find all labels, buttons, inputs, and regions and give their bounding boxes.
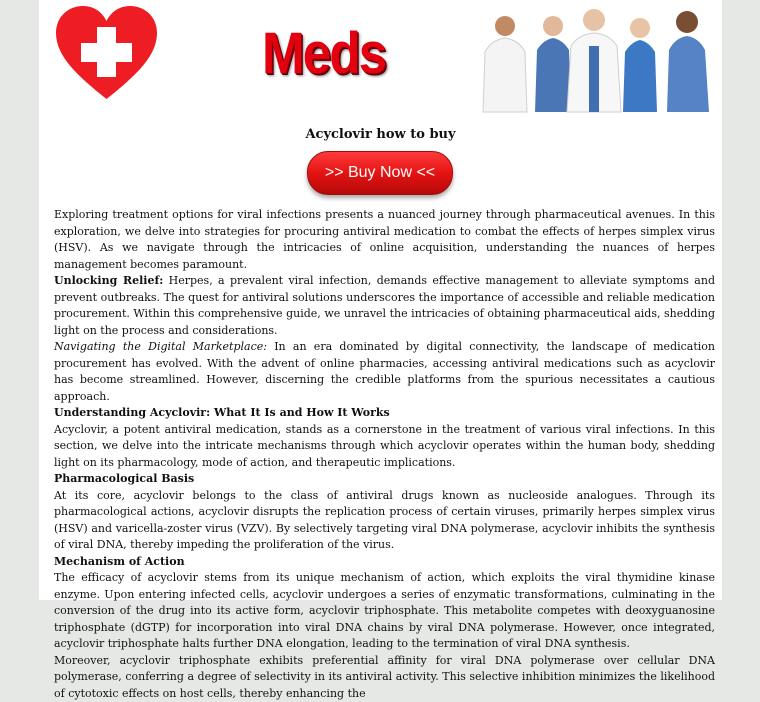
header (39, 0, 722, 118)
red-heart-cross-logo (54, 5, 159, 100)
page-title: Acyclovir how to buy (39, 127, 722, 142)
paragraph-text: In an era dominated by digital connectivity, the landscape of medication procurement has evolved. With the advent of online pharmacies, accessing antiviral medications such as acyclovir has become streamlined. However, discerning the credible platforms from the spurious necessitates a cautious approach. (54, 340, 715, 403)
page-container (39, 0, 722, 600)
paragraph: Exploring treatment options for viral infections presents a nuanced journey through pharmaceutical avenues. In this exploration, we delve into strategies for procuring antiviral medication to combat the effects of herpes simplex virus (HSV). As we navigate through the intricacies of online acquisition, understanding the nuances of herpes management becomes paramount. (54, 207, 715, 273)
paragraph: Acyclovir, a potent antiviral medication, stands as a cornerstone in the treatment of various viral infections. In this section, we delve into the intricate mechanisms through which acyclovir operates within the human body, shedding light on its pharmacology, mode of action, and therapeutic implications. (54, 422, 715, 472)
brand-logo-text: Meds (262, 25, 385, 83)
article-content (54, 207, 715, 702)
paragraph: The efficacy of acyclovir stems from its unique mechanism of action, which exploits the viral thymidine kinase enzyme. Upon entering infected cells, acyclovir undergoes a series of enzymatic transformations, culminating in the conversion of the drug into its active form, acyclovir triphosphate. This metabolite competes with deoxyguanosine triphosphate (dGTP) for incorporation into viral DNA chains by viral DNA polymerase. However, once integrated, acyclovir triphosphate halts further DNA elongation, leading to the termination of viral DNA synthesis. (54, 570, 715, 653)
paragraph: At its core, acyclovir belongs to the class of antiviral drugs known as nucleoside analogues. Through its pharmacological actions, acyclovir disrupts the replication process of certain viruses, primarily herpes simplex virus (HSV) and varicella-zoster virus (VZV). By selectively targeting viral DNA polymerase, acyclovir inhibits the synthesis of viral DNA, thereby impeding the proliferation of the virus. (54, 488, 715, 554)
section-heading: Understanding Acyclovir: What It Is and How It Works (54, 405, 715, 422)
section-heading: Mechanism of Action (54, 554, 715, 571)
paragraph-label: Unlocking Relief: (54, 274, 163, 287)
medical-staff-image (479, 0, 719, 112)
section-heading: Pharmacological Basis (54, 471, 715, 488)
paragraph: Moreover, acyclovir triphosphate exhibits preferential affinity for viral DNA polymerase over cellular DNA polymerase, conferring a degree of selectivity in its antiviral activity. This selective inhibition minimizes the likelihood of cytotoxic effects on host cells, thereby enhancing the (54, 653, 715, 702)
paragraph-text: Herpes, a prevalent viral infection, demands effective management to alleviate symptoms and prevent outbreaks. The quest for antiviral solutions underscores the importance of accessible and reliable medication procurement. Within this comprehensive guide, we unravel the intricacies of obtaining pharmaceutical aids, shedding light on the process and considerations. (54, 274, 715, 337)
paragraph (54, 273, 715, 339)
paragraph-label: Navigating the Digital Marketplace: (54, 340, 267, 353)
paragraph (54, 339, 715, 405)
buy-now-button[interactable]: >> Buy Now << (307, 151, 453, 195)
